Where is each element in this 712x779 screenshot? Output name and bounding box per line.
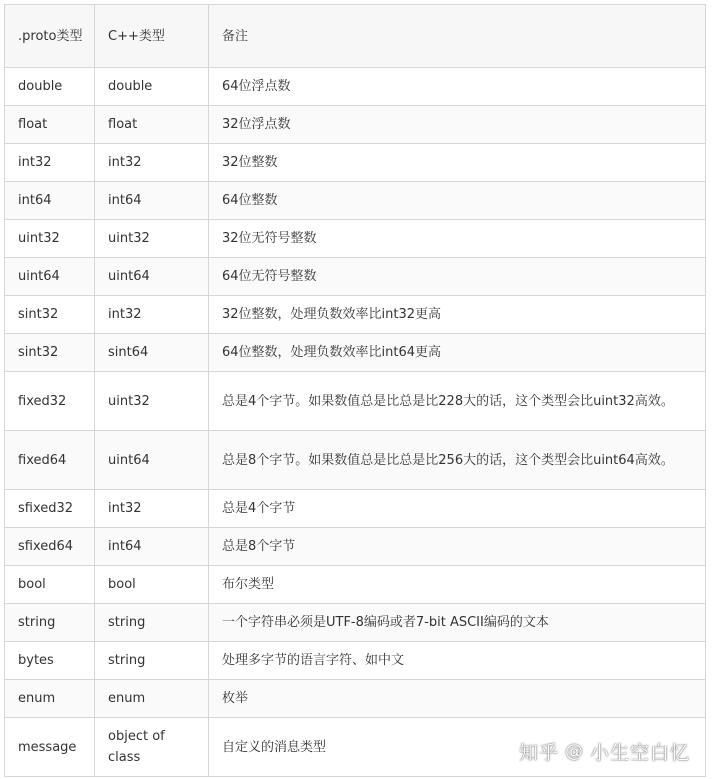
table-row xyxy=(5,680,706,718)
cell-notes: 自定义的消息类型 xyxy=(209,718,706,777)
cell-proto-type: sfixed64 xyxy=(5,528,95,566)
cell-notes: 32位无符号整数 xyxy=(209,220,706,258)
watermark-site: 知乎 xyxy=(518,742,559,764)
cell-proto-type: bytes xyxy=(5,642,95,680)
table-row xyxy=(5,490,706,528)
cell-proto-type: float xyxy=(5,106,95,144)
cell-proto-type: message xyxy=(5,718,95,777)
cell-cpp-type: bool xyxy=(95,566,209,604)
cell-notes: 64位整数 xyxy=(209,182,706,220)
cell-cpp-type: uint64 xyxy=(95,431,209,490)
cell-proto-type: int64 xyxy=(5,182,95,220)
cell-notes: 总是4个字节 xyxy=(209,490,706,528)
watermark-author: 小生空白忆 xyxy=(589,742,690,764)
cell-proto-type: string xyxy=(5,604,95,642)
header-cpp-type: C++类型 xyxy=(95,5,209,68)
table-row xyxy=(5,642,706,680)
table-row xyxy=(5,718,706,777)
table-row xyxy=(5,182,706,220)
table-row xyxy=(5,68,706,106)
table-row xyxy=(5,334,706,372)
cell-notes: 32位浮点数 xyxy=(209,106,706,144)
cell-notes: 32位整数 xyxy=(209,144,706,182)
cell-notes: 枚举 xyxy=(209,680,706,718)
cell-cpp-type: enum xyxy=(95,680,209,718)
cell-cpp-type: sint64 xyxy=(95,334,209,372)
cell-cpp-type: double xyxy=(95,68,209,106)
table-row xyxy=(5,431,706,490)
header-notes: 备注 xyxy=(209,5,706,68)
table-row xyxy=(5,258,706,296)
cell-cpp-type: uint32 xyxy=(95,220,209,258)
cell-proto-type: fixed64 xyxy=(5,431,95,490)
cell-proto-type: int32 xyxy=(5,144,95,182)
cell-cpp-type: int64 xyxy=(95,182,209,220)
cell-cpp-type: int32 xyxy=(95,144,209,182)
cell-proto-type: bool xyxy=(5,566,95,604)
cell-cpp-type: float xyxy=(95,106,209,144)
cell-cpp-type: object of class xyxy=(95,718,209,777)
proto-type-table xyxy=(4,4,706,777)
table-header-row xyxy=(5,5,706,68)
cell-notes: 64位无符号整数 xyxy=(209,258,706,296)
header-proto-type: .proto类型 xyxy=(5,5,95,68)
table-row xyxy=(5,144,706,182)
cell-cpp-type: int32 xyxy=(95,490,209,528)
cell-cpp-type: uint32 xyxy=(95,372,209,431)
table-row xyxy=(5,372,706,431)
cell-proto-type: uint64 xyxy=(5,258,95,296)
cell-notes: 64位浮点数 xyxy=(209,68,706,106)
cell-cpp-type: int32 xyxy=(95,296,209,334)
cell-notes: 布尔类型 xyxy=(209,566,706,604)
table-row xyxy=(5,220,706,258)
cell-proto-type: sint32 xyxy=(5,334,95,372)
cell-notes: 处理多字节的语言字符、如中文 xyxy=(209,642,706,680)
table-row xyxy=(5,296,706,334)
cell-cpp-type: string xyxy=(95,642,209,680)
cell-notes: 总是8个字节。如果数值总是比总是比256大的话，这个类型会比uint64高效。 xyxy=(209,431,706,490)
table-row xyxy=(5,604,706,642)
cell-notes: 总是4个字节。如果数值总是比总是比228大的话，这个类型会比uint32高效。 xyxy=(209,372,706,431)
cell-proto-type: enum xyxy=(5,680,95,718)
proto-type-table-container xyxy=(4,4,705,777)
cell-cpp-type: int64 xyxy=(95,528,209,566)
cell-notes: 一个字符串必须是UTF-8编码或者7-bit ASCII编码的文本 xyxy=(209,604,706,642)
cell-notes: 64位整数，处理负数效率比int64更高 xyxy=(209,334,706,372)
cell-proto-type: uint32 xyxy=(5,220,95,258)
cell-cpp-type: string xyxy=(95,604,209,642)
table-row xyxy=(5,106,706,144)
table-row xyxy=(5,528,706,566)
cell-proto-type: sfixed32 xyxy=(5,490,95,528)
cell-notes: 总是8个字节 xyxy=(209,528,706,566)
cell-notes: 32位整数，处理负数效率比int32更高 xyxy=(209,296,706,334)
cell-proto-type: fixed32 xyxy=(5,372,95,431)
watermark-at-sign: @ xyxy=(564,741,584,762)
cell-proto-type: double xyxy=(5,68,95,106)
table-row xyxy=(5,566,706,604)
cell-cpp-type: uint64 xyxy=(95,258,209,296)
cell-proto-type: sint32 xyxy=(5,296,95,334)
